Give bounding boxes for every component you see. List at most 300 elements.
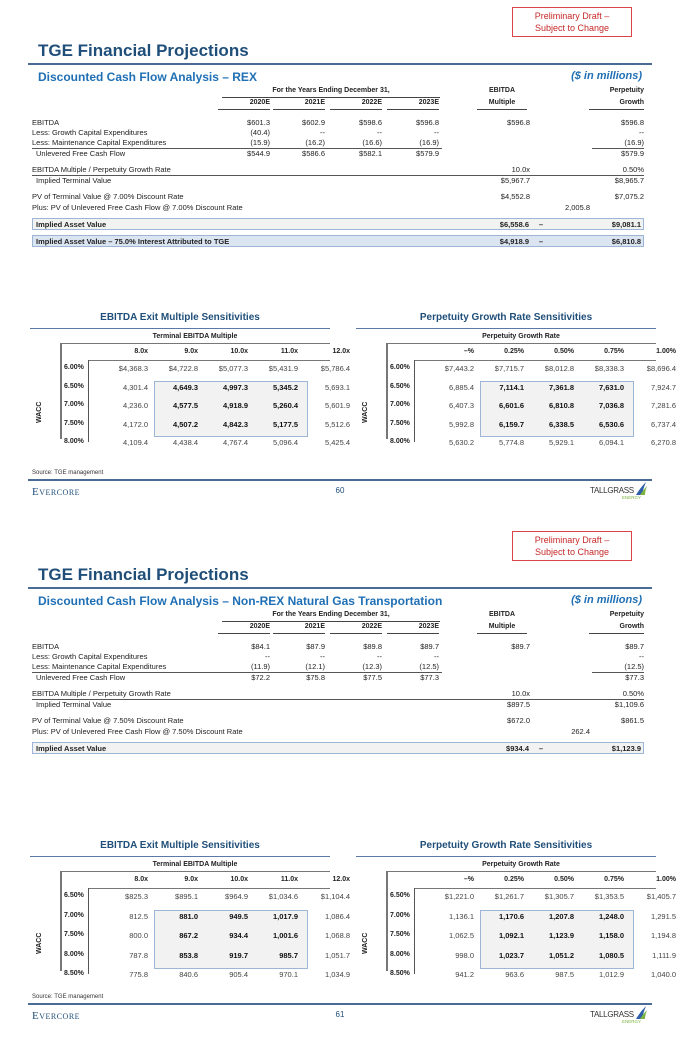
year-header: 2022E bbox=[361, 623, 382, 630]
row-label: Implied Asset Value bbox=[36, 220, 107, 229]
wacc-row-label: 6.50% bbox=[64, 382, 84, 390]
grass-leaf-icon bbox=[634, 1006, 648, 1020]
year-value: -- bbox=[320, 652, 325, 661]
pv-cash-flow-value: – bbox=[538, 220, 544, 229]
sensitivity-cell: 1,170.6 bbox=[498, 911, 524, 921]
year-rule bbox=[218, 633, 270, 634]
exit-sens-table bbox=[30, 312, 350, 447]
year-value: $602.9 bbox=[302, 118, 325, 127]
sensitivity-cell: 1,086.4 bbox=[324, 911, 350, 921]
sensitivity-cell: 7,114.1 bbox=[499, 382, 524, 392]
period-header: For the Years Ending December 31, bbox=[272, 87, 390, 94]
sensitivity-cell: 1,034.9 bbox=[324, 970, 350, 979]
perpetuity-rule bbox=[589, 109, 644, 110]
sensitivity-cell: $1,221.0 bbox=[444, 892, 474, 901]
wacc-row-label: 8.50% bbox=[390, 970, 410, 977]
sensitivity-cell: 987.5 bbox=[555, 970, 574, 979]
sensitivity-column-header: 11.0x bbox=[280, 348, 298, 355]
row-label: Implied Asset Value – 75.0% Interest Attributed to TGE bbox=[36, 237, 230, 246]
multiple-value: $89.7 bbox=[511, 642, 530, 651]
sensitivity-cell: 941.2 bbox=[455, 970, 474, 979]
year-rule bbox=[387, 633, 439, 634]
year-rule bbox=[387, 109, 439, 110]
sensitivity-cell: $1,261.7 bbox=[494, 892, 524, 901]
axis-rule bbox=[60, 871, 330, 872]
year-value: $544.9 bbox=[247, 149, 270, 158]
ebitda-multiple-header: EBITDA bbox=[488, 87, 516, 94]
year-rule bbox=[330, 109, 382, 110]
row-label: Less: Maintenance Capital Expenditures bbox=[32, 138, 167, 147]
draft-line-2: Subject to Change bbox=[534, 23, 610, 33]
terminal-rule bbox=[32, 699, 644, 700]
sensitivity-cell: 1,051.7 bbox=[324, 950, 350, 960]
sensitivity-cell: 800.0 bbox=[129, 931, 148, 940]
sensitivity-cell: $1,353.5 bbox=[594, 892, 624, 901]
row-label: EBITDA Multiple / Perpetuity Growth Rate bbox=[32, 689, 171, 698]
logo-wordmark: TALLGRASS bbox=[590, 486, 634, 495]
sensitivity-cell: 1,001.6 bbox=[272, 931, 298, 940]
year-value: $72.2 bbox=[251, 673, 270, 682]
sensitivity-cell: 6,601.6 bbox=[498, 401, 524, 410]
row-label-rule bbox=[414, 888, 415, 974]
year-value: (15.9) bbox=[250, 138, 270, 147]
sensitivity-column-header: 12.0x bbox=[332, 876, 350, 883]
sensitivity-title: EBITDA Exit Multiple Sensitivities bbox=[100, 312, 260, 323]
sensitivity-cell: 5,630.2 bbox=[448, 438, 474, 447]
row-label: Unlevered Free Cash Flow bbox=[36, 673, 126, 682]
sensitivity-cell: $8,696.4 bbox=[646, 364, 676, 373]
sensitivity-axis-label: Perpetuity Growth Rate bbox=[482, 861, 560, 868]
year-value: $601.3 bbox=[247, 118, 270, 127]
year-rule bbox=[218, 109, 270, 110]
sensitivity-title: Perpetuity Growth Rate Sensitivities bbox=[419, 312, 593, 323]
perpetuity-value: 0.50% bbox=[622, 165, 644, 174]
draft-line-1: Preliminary Draft – bbox=[534, 535, 610, 545]
implied-asset-value-row bbox=[32, 742, 644, 754]
perpetuity-value: $77.3 bbox=[625, 673, 644, 682]
sensitivity-cell: 4,507.2 bbox=[172, 419, 198, 429]
perpetuity-value: -- bbox=[639, 128, 644, 137]
sensitivity-column-header: 0.25% bbox=[504, 348, 524, 355]
multiple-rule bbox=[477, 633, 527, 634]
row-label: EBITDA Multiple / Perpetuity Growth Rate bbox=[32, 165, 171, 174]
sensitivity-cell: $1,104.4 bbox=[320, 892, 350, 901]
sensitivity-cell: 1,023.7 bbox=[498, 950, 524, 960]
perpetuity-header: Perpetuity bbox=[609, 87, 644, 94]
sensitivity-cell: 5,512.6 bbox=[324, 419, 350, 429]
wacc-row-label: 6.50% bbox=[64, 892, 84, 899]
perpetuity-value: $579.9 bbox=[621, 149, 644, 158]
sensitivity-column-header: 9.0x bbox=[184, 876, 198, 883]
header-rule bbox=[222, 97, 440, 98]
year-header: 2022E bbox=[361, 99, 382, 106]
year-header: 2021E bbox=[304, 99, 325, 106]
logo-subtext: ENERGY bbox=[622, 495, 642, 500]
sensitivity-cell: 1,136.1 bbox=[448, 911, 474, 921]
sensitivity-cell: $964.9 bbox=[225, 892, 248, 901]
sensitivity-cell: 4,842.3 bbox=[222, 419, 248, 429]
row-label: Less: Maintenance Capital Expenditures bbox=[32, 662, 167, 671]
grass-leaf-icon bbox=[634, 482, 648, 496]
sensitivity-cell: 7,631.0 bbox=[598, 382, 624, 392]
slide-page bbox=[0, 524, 680, 1048]
tallgrass-logo bbox=[590, 1006, 650, 1026]
sensitivity-column-header: –% bbox=[463, 876, 474, 883]
sensitivity-column-header: 10.0x bbox=[230, 876, 248, 883]
sensitivity-cell: 1,158.0 bbox=[598, 931, 624, 940]
sensitivity-cell: 7,361.8 bbox=[548, 382, 574, 392]
perpetuity-value: $861.5 bbox=[621, 716, 644, 725]
footer-divider bbox=[28, 479, 652, 481]
sensitivity-cell: $1,405.7 bbox=[646, 892, 676, 901]
source-note: Source: TGE management bbox=[32, 994, 104, 1000]
sensitivity-column-header: 8.0x bbox=[134, 876, 148, 883]
perpetuity-rule bbox=[589, 633, 644, 634]
subtotal-rule bbox=[32, 148, 442, 149]
sensitivity-cell: $8,012.8 bbox=[544, 364, 574, 373]
sensitivity-cell: 4,997.3 bbox=[222, 382, 248, 392]
sensitivity-cell: 6,270.8 bbox=[650, 438, 676, 447]
wacc-row-label: 8.00% bbox=[64, 950, 84, 958]
row-label: EBITDA bbox=[32, 642, 60, 651]
wacc-axis-label: WACC bbox=[36, 932, 43, 955]
wacc-rule bbox=[60, 343, 62, 439]
sensitivity-cell: 1,207.8 bbox=[548, 911, 574, 921]
year-value: $598.6 bbox=[359, 118, 382, 127]
title-divider bbox=[28, 587, 652, 589]
sensitivity-cell: 7,281.6 bbox=[650, 401, 676, 410]
sensitivity-cell: 867.2 bbox=[179, 931, 198, 940]
sensitivity-cell: 4,301.4 bbox=[122, 382, 148, 392]
year-value: (11.9) bbox=[250, 662, 270, 671]
perpetuity-value: $1,109.6 bbox=[614, 700, 644, 709]
sensitivity-cell: 5,929.1 bbox=[548, 438, 574, 447]
evercore-logo: Evercore bbox=[32, 486, 81, 498]
sensitivity-cell: 5,260.4 bbox=[272, 401, 298, 410]
row-label-rule bbox=[414, 360, 415, 442]
multiple-value: $596.8 bbox=[507, 118, 530, 127]
sensitivity-cell: 4,649.3 bbox=[172, 382, 198, 392]
sensitivity-cell: 1,248.0 bbox=[598, 911, 624, 921]
row-label: Plus: PV of Unlevered Free Cash Flow @ 7.00% Discount Rate bbox=[32, 203, 243, 212]
sensitivity-cell: $5,431.9 bbox=[268, 364, 298, 373]
multiple-value: $897.5 bbox=[507, 700, 530, 709]
axis-rule bbox=[386, 871, 656, 872]
sensitivity-cell: $1,305.7 bbox=[544, 892, 574, 901]
sensitivity-cell: 1,068.8 bbox=[324, 931, 350, 940]
wacc-row-label: 8.50% bbox=[64, 970, 84, 977]
year-rule bbox=[273, 109, 325, 110]
row-label: Unlevered Free Cash Flow bbox=[36, 149, 126, 158]
year-header: 2021E bbox=[304, 623, 325, 630]
sensitivity-cell: 1,111.9 bbox=[652, 950, 676, 960]
wacc-row-label: 7.50% bbox=[390, 419, 410, 427]
row-label-rule bbox=[88, 360, 89, 442]
sensitivity-column-header: 10.0x bbox=[230, 348, 248, 355]
year-value: $596.8 bbox=[416, 118, 439, 127]
sensitivity-cell: 4,577.5 bbox=[172, 401, 198, 410]
wacc-rule bbox=[386, 343, 388, 439]
year-header: 2020E bbox=[249, 623, 270, 630]
logo-subtext: ENERGY bbox=[622, 1019, 642, 1024]
year-value: (12.5) bbox=[419, 662, 439, 671]
perpetuity-value: 0.50% bbox=[622, 689, 644, 698]
sensitivity-cell: 5,601.9 bbox=[324, 401, 350, 410]
wacc-row-label: 7.00% bbox=[64, 911, 84, 919]
title-divider bbox=[28, 63, 652, 65]
ebitda-multiple-header-2: Multiple bbox=[488, 99, 516, 106]
year-value: $84.1 bbox=[251, 642, 270, 651]
sensitivity-cell: $5,786.4 bbox=[320, 364, 350, 373]
sensitivity-column-header: 1.00% bbox=[656, 348, 676, 355]
year-value: $87.9 bbox=[306, 642, 325, 651]
year-value: $582.1 bbox=[359, 149, 382, 158]
sensitivity-column-header: 0.50% bbox=[554, 348, 574, 355]
sensitivity-cell: $1,034.6 bbox=[268, 892, 298, 901]
sensitivity-rule bbox=[30, 856, 330, 857]
year-value: -- bbox=[434, 652, 439, 661]
perpetuity-value: -- bbox=[639, 652, 644, 661]
sensitivity-cell: 5,096.4 bbox=[272, 438, 298, 447]
year-value: -- bbox=[377, 652, 382, 661]
dcf-row-pv-ufcf bbox=[32, 203, 644, 214]
page-title: TGE Financial Projections bbox=[38, 565, 249, 584]
sensitivity-cell: 6,810.8 bbox=[548, 401, 574, 410]
perpetuity-header: Perpetuity bbox=[609, 611, 644, 618]
header-rule bbox=[414, 360, 656, 361]
sensitivity-cell: 5,992.8 bbox=[448, 419, 474, 429]
year-rule bbox=[330, 633, 382, 634]
row-label: Less: Growth Capital Expenditures bbox=[32, 128, 148, 137]
page-number: 60 bbox=[335, 486, 345, 495]
row-label: Less: Growth Capital Expenditures bbox=[32, 652, 148, 661]
multiple-value: $4,918.9 bbox=[499, 237, 529, 246]
dcf-row-tv bbox=[32, 176, 644, 187]
year-value: -- bbox=[434, 128, 439, 137]
wacc-row-label: 7.50% bbox=[390, 931, 410, 938]
pv-cash-flow-value: – bbox=[538, 744, 544, 753]
dcf-row-pv-tv bbox=[32, 192, 644, 203]
sensitivity-cell: 881.0 bbox=[179, 911, 198, 921]
year-value: -- bbox=[265, 652, 270, 661]
perpetuity-value: $9,081.1 bbox=[611, 220, 641, 229]
wacc-rule bbox=[386, 871, 388, 971]
multiple-value: $672.0 bbox=[507, 716, 530, 725]
sensitivity-cell: 4,767.4 bbox=[222, 438, 248, 447]
sensitivity-column-header: 8.0x bbox=[134, 348, 148, 355]
year-header: 2023E bbox=[418, 99, 439, 106]
multiple-value: 10.0x bbox=[511, 689, 530, 698]
draft-stamp bbox=[512, 7, 632, 37]
pv-cash-flow-value: 262.4 bbox=[571, 727, 590, 736]
dcf-row-ufcf bbox=[32, 149, 644, 160]
sensitivity-cell: 1,051.2 bbox=[548, 950, 574, 960]
perpetuity-value: $7,075.2 bbox=[614, 192, 644, 201]
sensitivity-column-header: 0.75% bbox=[604, 876, 624, 883]
sensitivity-cell: 6,159.7 bbox=[498, 419, 524, 429]
wacc-row-label: 7.00% bbox=[64, 401, 84, 408]
ebitda-multiple-header: EBITDA bbox=[488, 611, 516, 618]
row-label: EBITDA bbox=[32, 118, 60, 127]
sensitivity-cell: 1,012.9 bbox=[598, 970, 624, 979]
subtotal-rule bbox=[592, 672, 644, 673]
sensitivity-rule bbox=[30, 328, 330, 329]
sensitivity-cell: 4,918.9 bbox=[222, 401, 248, 410]
header-rule bbox=[414, 888, 656, 889]
sensitivity-cell: $7,715.7 bbox=[494, 364, 524, 373]
dcf-row-tv bbox=[32, 700, 644, 711]
sensitivity-column-header: 0.50% bbox=[554, 876, 574, 883]
perpetuity-value: (12.5) bbox=[624, 662, 644, 671]
year-value: $586.6 bbox=[302, 149, 325, 158]
subtotal-rule bbox=[32, 672, 442, 673]
multiple-value: $4,552.8 bbox=[500, 192, 530, 201]
sensitivity-column-header: 1.00% bbox=[656, 876, 676, 883]
multiple-rule bbox=[477, 109, 527, 110]
sensitivity-title: EBITDA Exit Multiple Sensitivities bbox=[100, 840, 260, 851]
wacc-row-label: 8.00% bbox=[390, 950, 410, 958]
dcf-row-pv-tv bbox=[32, 716, 644, 727]
perpetuity-value: $8,965.7 bbox=[614, 176, 644, 185]
exit-sens-table bbox=[30, 840, 350, 979]
year-value: (40.4) bbox=[250, 128, 270, 137]
units-label: ($ in millions) bbox=[571, 70, 642, 82]
perp-sens-table bbox=[356, 840, 676, 979]
year-value: -- bbox=[377, 128, 382, 137]
sensitivity-cell: 998.0 bbox=[455, 950, 474, 960]
wacc-row-label: 7.00% bbox=[390, 401, 410, 408]
year-value: $89.8 bbox=[363, 642, 382, 651]
sensitivity-cell: $5,077.3 bbox=[218, 364, 248, 373]
sensitivity-cell: 919.7 bbox=[229, 950, 248, 960]
footer-divider bbox=[28, 1003, 652, 1005]
pv-cash-flow-value: – bbox=[538, 237, 544, 246]
sensitivity-cell: 6,885.4 bbox=[448, 382, 474, 392]
axis-rule bbox=[60, 343, 330, 344]
row-label: Implied Asset Value bbox=[36, 744, 107, 753]
multiple-value: $934.4 bbox=[506, 744, 529, 753]
sensitivity-cell: 4,172.0 bbox=[122, 419, 148, 429]
wacc-row-label: 8.00% bbox=[64, 438, 84, 445]
row-label: PV of Terminal Value @ 7.50% Discount Rate bbox=[32, 716, 184, 725]
wacc-axis-label: WACC bbox=[362, 932, 369, 955]
header-rule bbox=[222, 621, 440, 622]
sensitivity-column-header: 0.25% bbox=[504, 876, 524, 883]
sensitivity-cell: 775.8 bbox=[129, 970, 148, 979]
sensitivity-cell: 4,109.4 bbox=[122, 438, 148, 447]
sensitivity-cell: 5,693.1 bbox=[324, 382, 350, 392]
wacc-axis-label: WACC bbox=[36, 401, 43, 424]
multiple-value: 10.0x bbox=[511, 165, 530, 174]
wacc-row-label: 8.00% bbox=[390, 438, 410, 445]
sensitivity-cell: 5,177.5 bbox=[272, 419, 298, 429]
year-value: $77.5 bbox=[363, 673, 382, 682]
terminal-rule bbox=[32, 175, 644, 176]
wacc-row-label: 7.00% bbox=[390, 911, 410, 919]
wacc-row-label: 6.00% bbox=[64, 364, 84, 371]
sensitivity-cell: 6,407.3 bbox=[448, 401, 474, 410]
year-value: $75.8 bbox=[306, 673, 325, 682]
sensitivity-cell: $4,722.8 bbox=[168, 364, 198, 373]
row-label: Implied Terminal Value bbox=[36, 700, 112, 709]
wacc-row-label: 7.50% bbox=[64, 419, 84, 427]
sensitivity-cell: 1,017.9 bbox=[272, 911, 298, 921]
row-label: Plus: PV of Unlevered Free Cash Flow @ 7.50% Discount Rate bbox=[32, 727, 243, 736]
sensitivity-cell: 853.8 bbox=[179, 950, 198, 960]
sensitivity-cell: $895.1 bbox=[175, 892, 198, 901]
wacc-row-label: 6.50% bbox=[390, 892, 410, 899]
sensitivity-cell: 6,530.6 bbox=[598, 419, 624, 429]
wacc-row-label: 7.50% bbox=[64, 931, 84, 938]
wacc-axis-label: WACC bbox=[362, 401, 369, 424]
multiple-value: $6,558.6 bbox=[499, 220, 529, 229]
sensitivity-cell: 1,194.8 bbox=[650, 931, 676, 940]
sensitivity-cell: 812.5 bbox=[129, 911, 148, 921]
dcf-row-pv-ufcf bbox=[32, 727, 644, 738]
row-label-rule bbox=[88, 888, 89, 974]
tallgrass-logo bbox=[590, 482, 650, 502]
sensitivity-column-header: 0.75% bbox=[604, 348, 624, 355]
sensitivity-cell: 5,774.8 bbox=[498, 438, 524, 447]
page-title: TGE Financial Projections bbox=[38, 41, 249, 60]
wacc-row-label: 6.00% bbox=[390, 364, 410, 371]
pv-cash-flow-value: 2,005.8 bbox=[564, 203, 590, 212]
wacc-rule bbox=[60, 871, 62, 971]
sensitivity-cell: 1,092.1 bbox=[498, 931, 524, 940]
multiple-value: $5,967.7 bbox=[500, 176, 530, 185]
sensitivity-axis-label: Terminal EBITDA Multiple bbox=[152, 861, 238, 868]
implied-asset-value-row bbox=[32, 235, 644, 247]
source-note: Source: TGE management bbox=[32, 470, 104, 476]
sensitivity-column-header: 11.0x bbox=[280, 876, 298, 883]
draft-line-2: Subject to Change bbox=[534, 547, 610, 557]
sensitivity-cell: 787.8 bbox=[129, 950, 148, 960]
sensitivity-cell: 1,040.0 bbox=[650, 970, 676, 979]
section-subtitle: Discounted Cash Flow Analysis – Non-REX Natural Gas Transportation bbox=[38, 594, 443, 608]
sensitivity-cell: $825.3 bbox=[125, 892, 148, 901]
sensitivity-column-header: –% bbox=[463, 348, 474, 355]
sensitivity-cell: 6,338.5 bbox=[548, 419, 574, 429]
sensitivity-cell: 1,062.5 bbox=[448, 931, 474, 940]
sensitivity-column-header: 9.0x bbox=[184, 348, 198, 355]
sensitivity-cell: 1,080.5 bbox=[598, 950, 624, 960]
perpetuity-value: $89.7 bbox=[625, 642, 644, 651]
implied-asset-value-row bbox=[32, 218, 644, 230]
sensitivity-cell: 840.6 bbox=[179, 970, 198, 979]
dcf-row-ufcf bbox=[32, 673, 644, 684]
subtotal-rule bbox=[592, 148, 644, 149]
sensitivity-cell: 1,291.5 bbox=[650, 911, 676, 921]
sensitivity-column-header: 12.0x bbox=[332, 348, 350, 355]
sensitivity-cell: 1,123.9 bbox=[548, 931, 574, 940]
sensitivity-axis-label: Perpetuity Growth Rate bbox=[482, 333, 560, 340]
sensitivity-cell: 970.1 bbox=[279, 970, 298, 979]
year-value: (12.1) bbox=[305, 662, 325, 671]
draft-stamp bbox=[512, 531, 632, 561]
year-value: (16.6) bbox=[362, 138, 382, 147]
sensitivity-cell: 905.4 bbox=[229, 970, 248, 979]
year-header: 2020E bbox=[249, 99, 270, 106]
year-rule bbox=[273, 633, 325, 634]
year-value: $77.3 bbox=[420, 673, 439, 682]
perpetuity-header-2: Growth bbox=[619, 623, 644, 630]
perpetuity-value: $1,123.9 bbox=[611, 744, 641, 753]
sensitivity-rule bbox=[356, 328, 656, 329]
row-label: PV of Terminal Value @ 7.00% Discount Rate bbox=[32, 192, 184, 201]
sensitivity-rule bbox=[356, 856, 656, 857]
logo-wordmark: TALLGRASS bbox=[590, 1010, 634, 1019]
year-value: $89.7 bbox=[420, 642, 439, 651]
